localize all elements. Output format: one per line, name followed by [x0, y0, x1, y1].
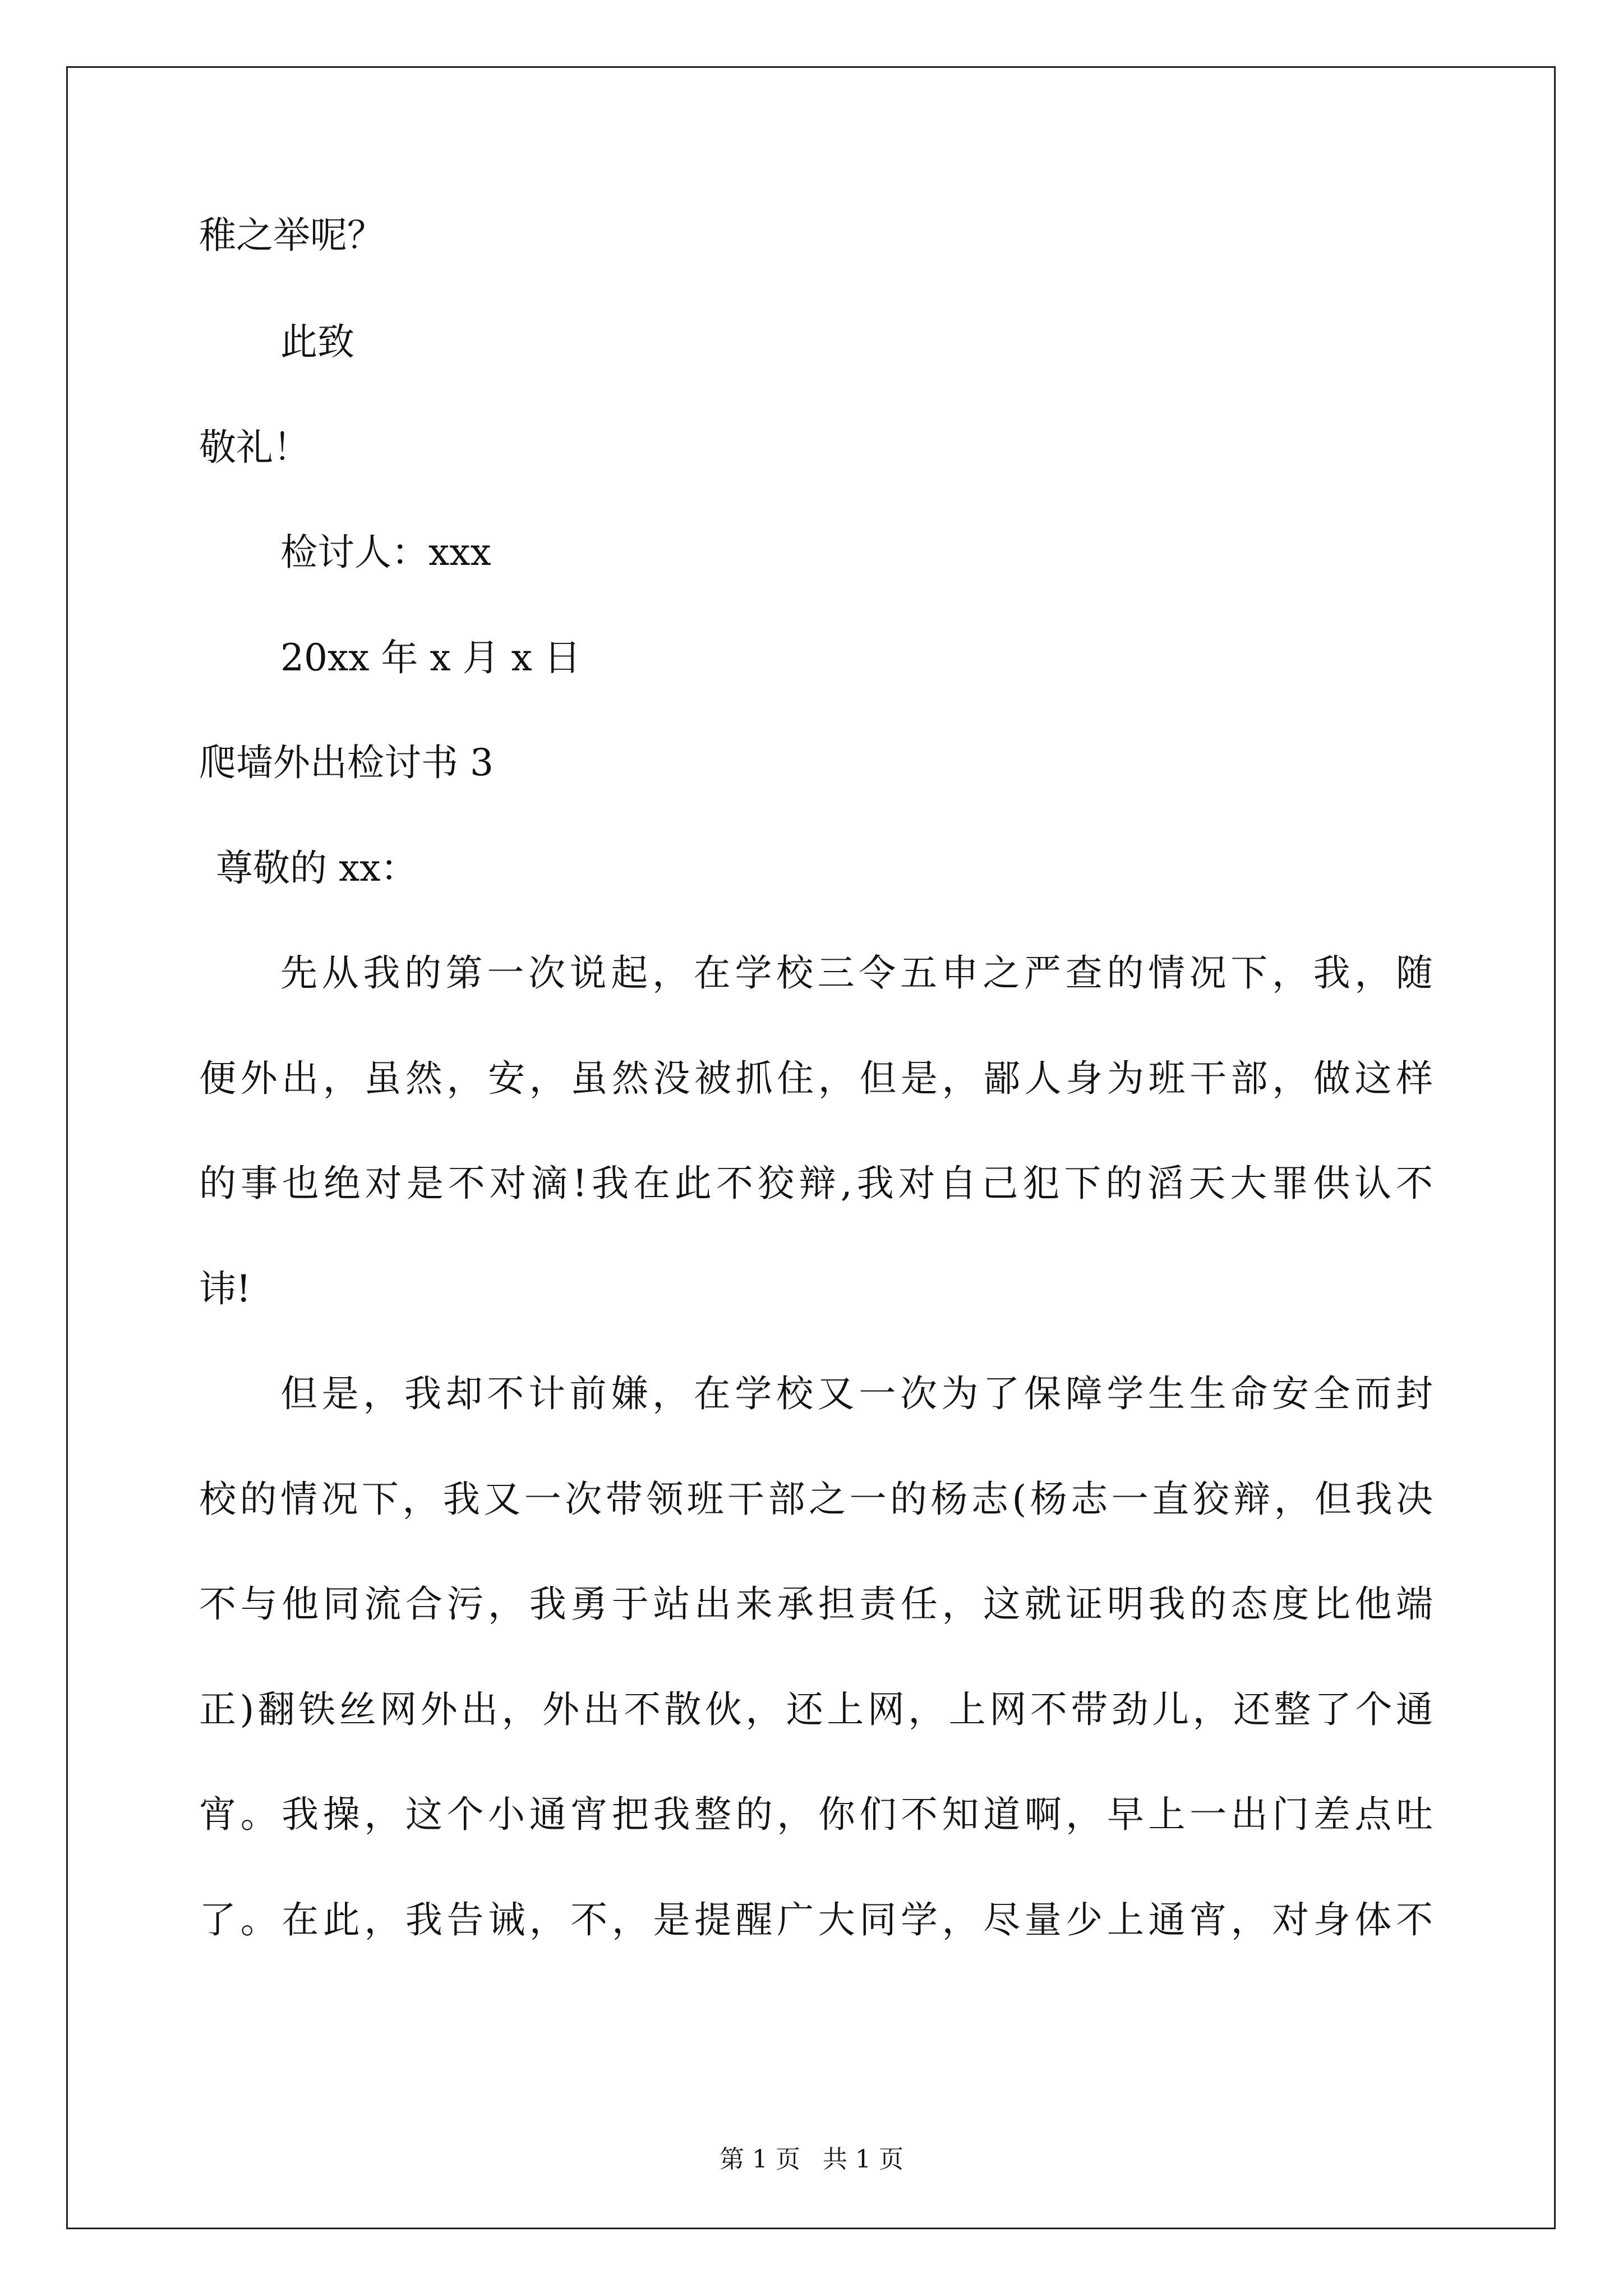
- paragraph-line: 了。在此，我告诫，不，是提醒广大同学，尽量少上通宵，对身体不: [199, 1898, 1433, 1941]
- paragraph-line: 的事也绝对是不对滴!我在此不狡辩,我对自己犯下的滔天大罪供认不: [199, 1162, 1433, 1205]
- paragraph-line: 正)翻铁丝网外出，外出不散伙，还上网，上网不带劲儿，还整了个通: [199, 1688, 1433, 1731]
- paragraph-line: 讳!: [199, 1267, 251, 1310]
- paragraph-line: 便外出，虽然，安，虽然没被抓住，但是，鄙人身为班干部，做这样: [199, 1057, 1433, 1100]
- date-line: 20xx 年 x 月 x 日: [280, 636, 581, 679]
- page-total: 共 1 页: [823, 2145, 903, 2174]
- paragraph-line: 但是，我却不计前嫌，在学校又一次为了保障学生生命安全而封: [280, 1372, 1433, 1415]
- page-number: 第 1 页: [720, 2145, 800, 2174]
- paragraph-line: 不与他同流合污，我勇于站出来承担责任，这就证明我的态度比他端: [199, 1582, 1433, 1626]
- section-title: 爬墙外出检讨书 3: [199, 741, 494, 784]
- closing-regards: 敬礼！: [199, 426, 310, 469]
- page-footer: [0, 2144, 1623, 2175]
- closing-salutation: 此致: [280, 320, 354, 364]
- paragraph-line: 先从我的第一次说起，在学校三令五申之严查的情况下，我，随: [280, 951, 1433, 995]
- greeting: 尊敬的 xx：: [216, 846, 418, 890]
- paragraph-line: 校的情况下，我又一次带领班干部之一的杨志(杨志一直狡辩，但我决: [199, 1478, 1433, 1521]
- text-line-1: 稚之举呢？: [199, 214, 384, 257]
- paragraph-line: 宵。我操，这个小通宵把我整的，你们不知道啊，早上一出门差点吐: [199, 1793, 1433, 1836]
- signature-line: 检讨人：xxx: [280, 531, 491, 574]
